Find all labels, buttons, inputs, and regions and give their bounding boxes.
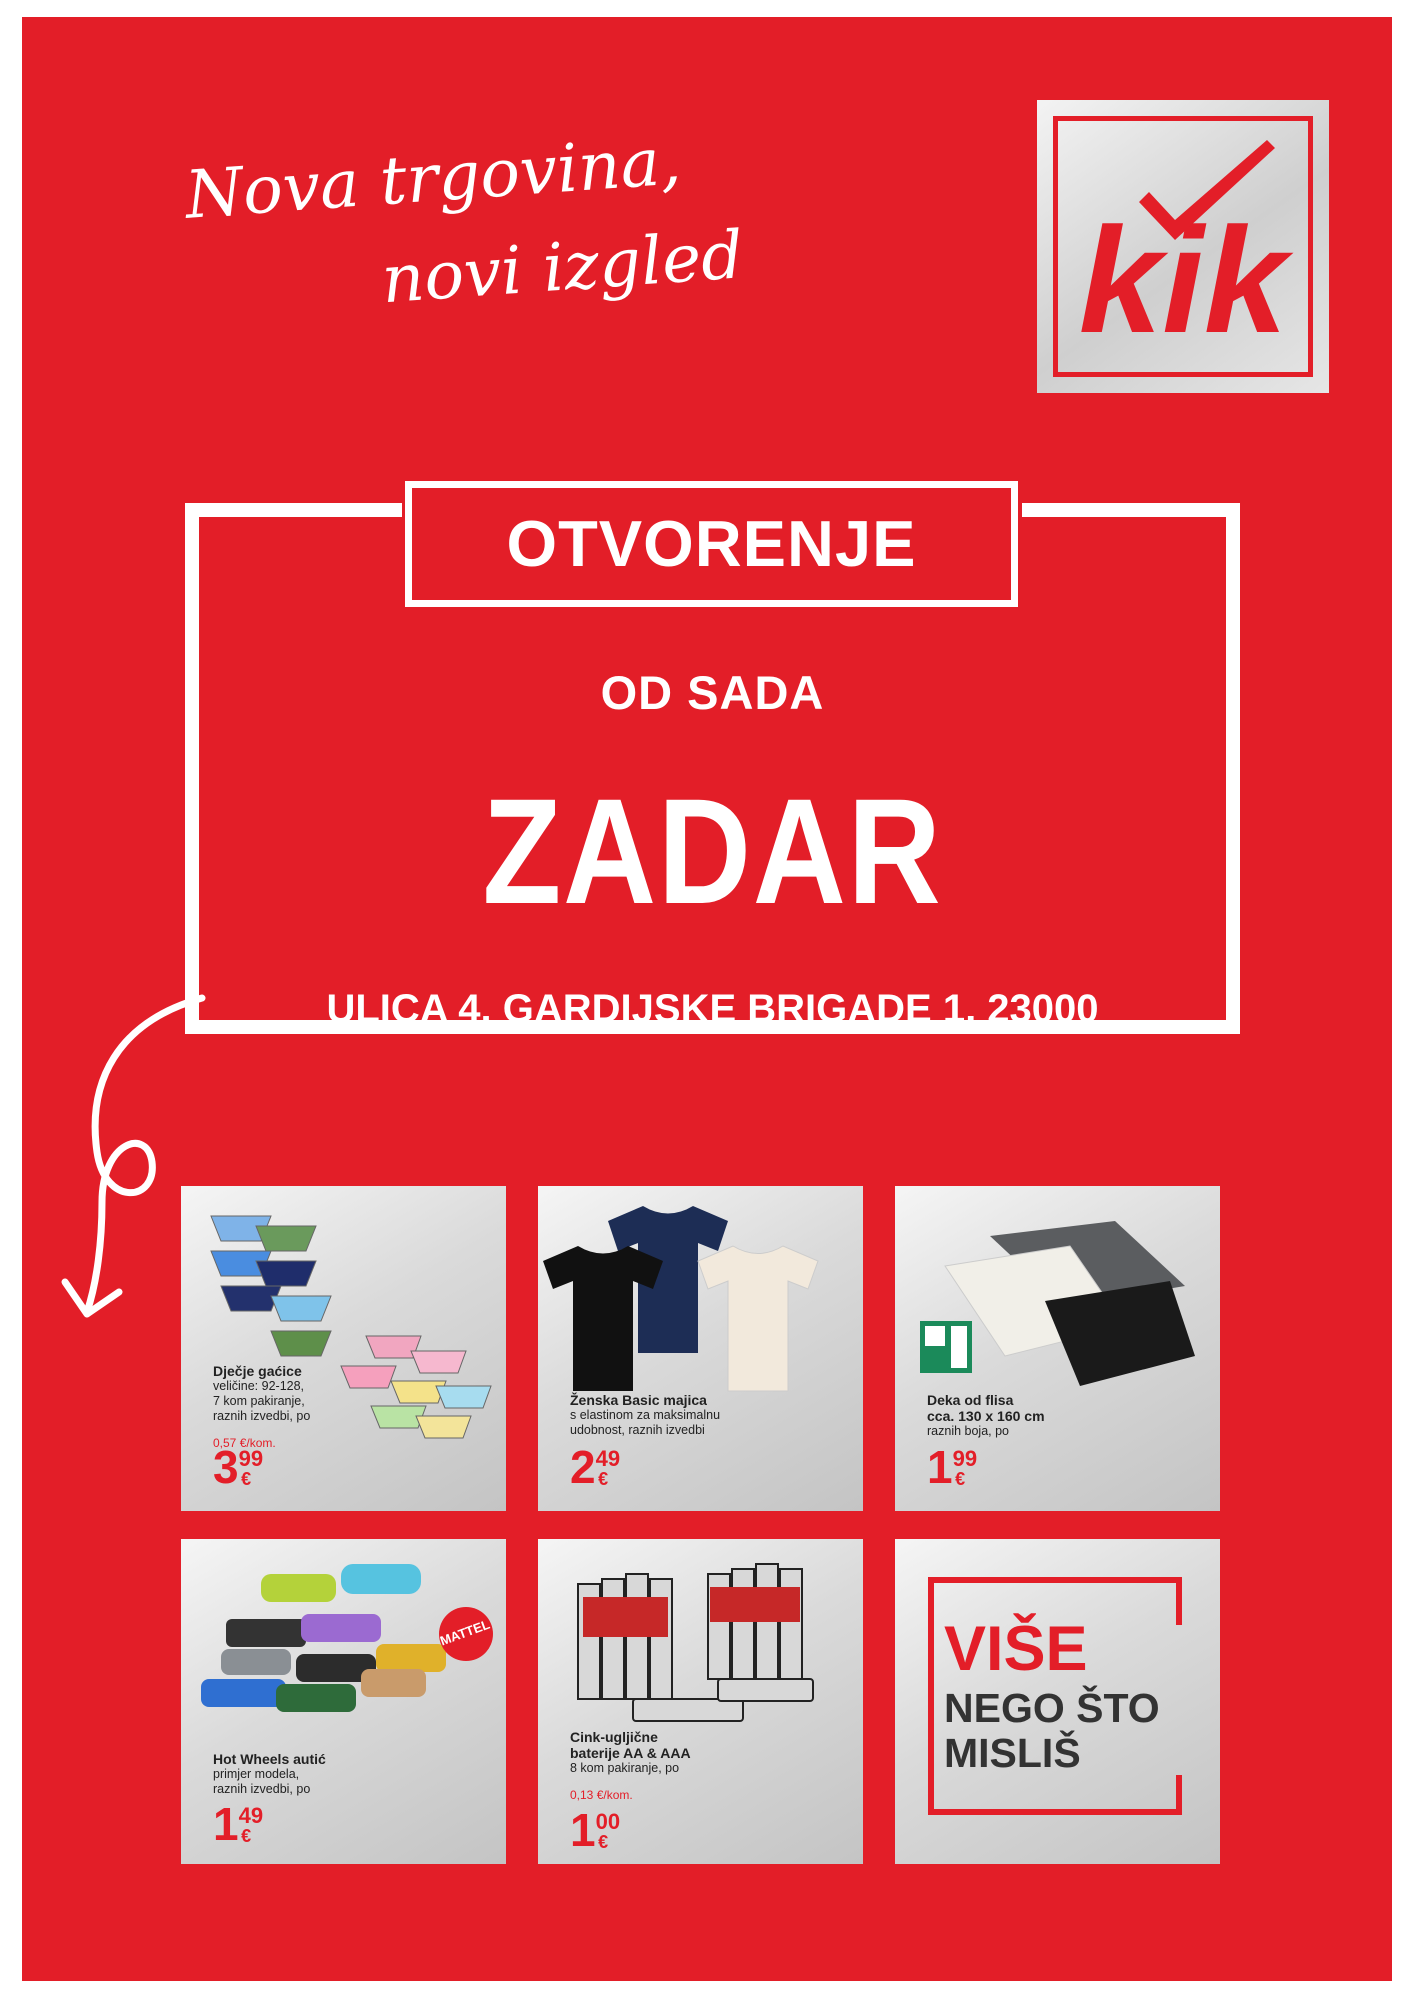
price-cents: 99 [952,1446,978,1471]
product-info [213,1751,326,1797]
price-currency: € [241,1469,252,1489]
price-main: 1 [570,1804,596,1856]
product-name-2: baterije AA & AAA [570,1745,691,1761]
slogan [182,108,746,342]
product-info [570,1729,691,1803]
poster [22,17,1392,1981]
product-name: Hot Wheels autić [213,1751,326,1767]
product-tile-toy-cars[interactable] [181,1539,506,1864]
product-info [570,1392,720,1438]
slogan-line-2: novi izgled [379,216,746,319]
opening-subtitle: OD SADA [600,666,825,719]
product-name: Dječje gaćice [213,1363,302,1379]
product-desc-1: s elastinom za maksimalnu [570,1408,721,1422]
product-tile-batteries[interactable] [538,1539,863,1864]
price-cents: 49 [238,1803,264,1828]
product-desc-1: cca. 130 x 160 cm [927,1408,1045,1424]
price-main: 1 [927,1441,953,1493]
city-name: ZADAR [482,767,943,935]
price [213,1798,273,1850]
logo-text: kik [1078,196,1288,364]
product-desc-1: primjer modela, [213,1767,300,1781]
slogan-line-1: Nova trgovina, [182,122,684,234]
product-tile-kids-briefs[interactable] [181,1186,506,1511]
unit-price: 0,57 €/kom. [213,1436,276,1450]
product-desc-3: raznih izvedbi, po [213,1409,311,1423]
unit-price: 0,13 €/kom. [570,1788,633,1802]
slogan-line-1: VIŠE [944,1614,1088,1684]
product-tile-womens-tshirt[interactable] [538,1186,863,1511]
opening-title: OTVORENJE [405,481,1018,607]
product-name: Deka od flisa [927,1392,1014,1408]
product-info [213,1363,310,1451]
product-name: Cink-ugljične [570,1729,658,1745]
price-cents: 99 [238,1446,264,1471]
frame-top-right [1022,503,1240,517]
product-desc-2: udobnost, raznih izvedbi [570,1423,705,1437]
product-desc-2: raznih boja, po [927,1424,1010,1438]
logo-mark [1037,100,1329,393]
price [570,1441,630,1493]
price-main: 2 [570,1441,596,1493]
product-desc-1: veličine: 92-128, [213,1379,305,1393]
price-currency: € [955,1469,966,1489]
product-info [927,1392,1045,1439]
product-desc-2: raznih izvedbi, po [213,1782,311,1796]
price-main: 1 [213,1798,239,1850]
product-desc-2: 7 kom pakiranje, [213,1394,305,1408]
price-currency: € [598,1469,609,1489]
frame-top-left [185,503,402,517]
mattel-badge: MATTEL [437,1616,492,1649]
product-tile-fleece-blanket[interactable] [895,1186,1220,1511]
product-name: Ženska Basic majica [570,1392,707,1408]
slogan-line-2: NEGO ŠTO [944,1685,1160,1731]
product-desc-1: 8 kom pakiranje, po [570,1761,680,1775]
price [570,1804,630,1856]
price-cents: 49 [595,1446,621,1471]
slogan-line-3: MISLIŠ [944,1730,1081,1776]
slogan-tile [895,1539,1220,1864]
price-main: 3 [213,1441,239,1493]
kik-logo [1037,100,1329,393]
price [927,1441,987,1493]
price-currency: € [598,1832,609,1852]
price-currency: € [241,1826,252,1846]
store-address: ULICA 4. GARDIJSKE BRIGADE 1, 23000 [326,987,1099,1031]
price-cents: 00 [595,1809,621,1834]
